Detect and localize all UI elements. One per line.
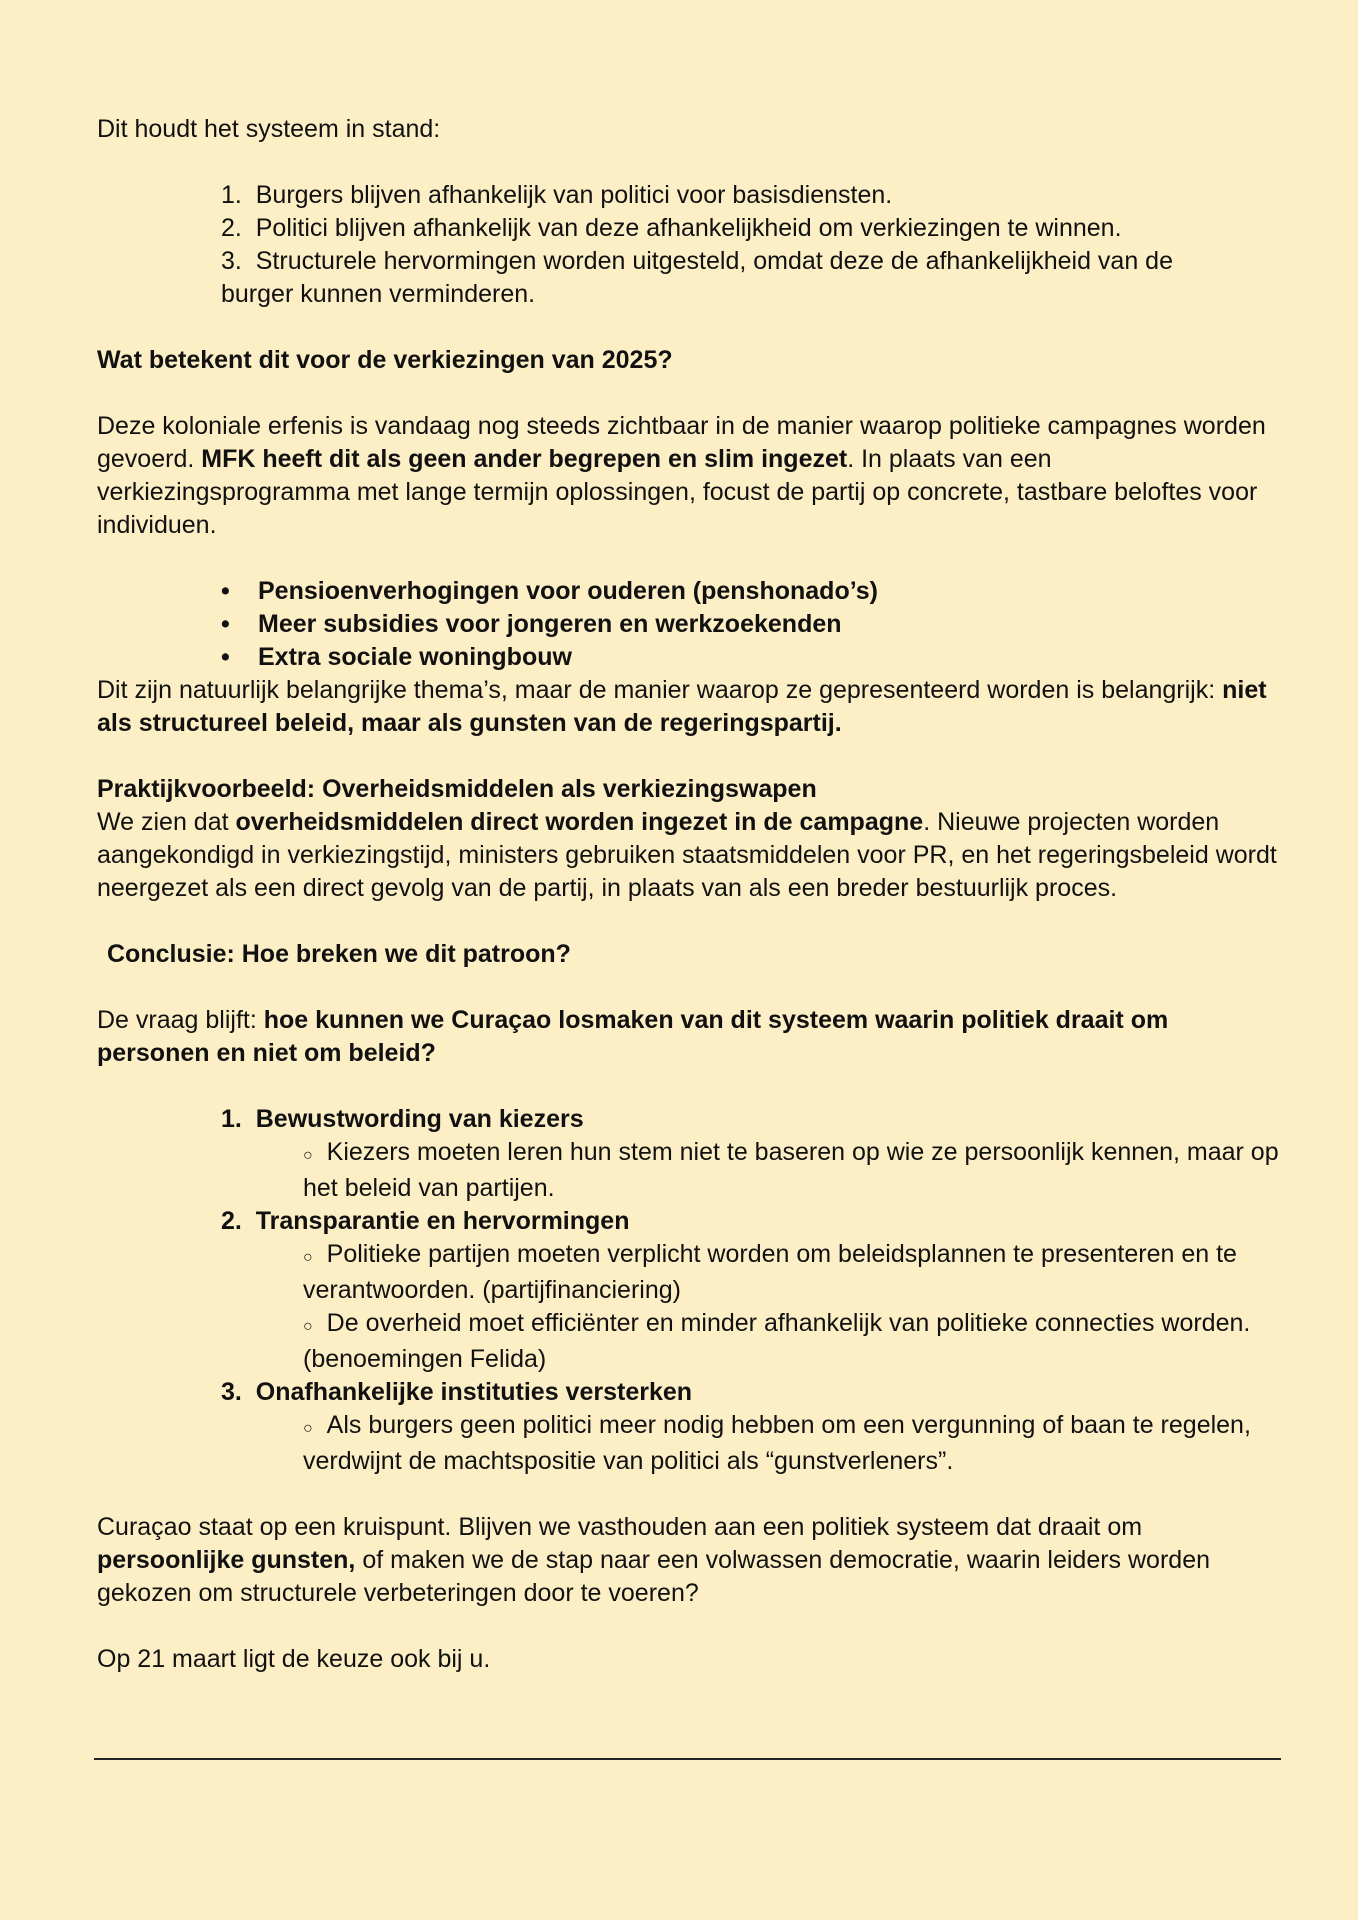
numbered-list-1 — [97, 179, 1358, 311]
bullet-icon: • — [221, 577, 230, 605]
sub-item: ○ Kiezers moeten leren hun stem niet te baseren op wie ze persoonlijk kennen, maar op het beleid van partijen. — [303, 1138, 1279, 1202]
sub-item: ○ Als burgers geen politici meer nodig hebben om een vergunning of baan te regelen, verdwijnt de machtspositie van politici als “gunstverleners”. — [303, 1411, 1251, 1475]
list-item: 2. Transparantie en hervormingen ○ Politieke partijen moeten verplicht worden om beleidsplannen te presenteren en te verantwoorden. (partijfinanciering) ○ De overheid moet efficiënter en minder afhankelijk van politieke connecties worden. (benoemingen Felida) — [221, 1205, 1358, 1376]
section-heading: Conclusie: Hoe breken we dit patroon? — [107, 940, 571, 968]
circle-bullet-icon: ○ — [303, 1147, 313, 1164]
section-heading: Praktijkvoorbeeld: Overheidsmiddelen als verkiezingswapen — [97, 775, 817, 803]
numbered-list-2 — [97, 1103, 1358, 1478]
circle-bullet-icon: ○ — [303, 1420, 313, 1437]
list-item: 1. Burgers blijven afhankelijk van politici voor basisdiensten. — [221, 181, 893, 209]
intro-text: Dit houdt het systeem in stand: — [97, 115, 441, 143]
paragraph: Dit zijn natuurlijk belangrijke thema’s, maar de manier waarop ze gepresenteerd worden is belangrijk: niet als structureel beleid, maar als gunsten van de regeringspartij. — [97, 676, 1267, 737]
circle-bullet-icon: ○ — [303, 1249, 313, 1266]
paragraph: We zien dat overheidsmiddelen direct worden ingezet in de campagne. Nieuwe projecten worden aangekondigd in verkiezingstijd, ministers gebruiken staatsmiddelen voor PR, en het regeringsbeleid wordt neergezet als een direct gevolg van de partij, in plaats van als een breder bestuurlijk proces. — [97, 808, 1277, 902]
list-item: • Meer subsidies voor jongeren en werkzoekenden — [97, 608, 1358, 641]
paragraph: Deze koloniale erfenis is vandaag nog steeds zichtbaar in de manier waarop politieke campagnes worden gevoerd. MFK heeft dit als geen ander begrepen en slim ingezet. In plaats van een verkiezingsprogramma met lange termijn oplossingen, focust de partij op concrete, tastbare beloftes voor individuen. — [97, 412, 1266, 539]
list-item-continuation: burger kunnen verminderen. — [221, 280, 536, 308]
circle-bullet-icon: ○ — [303, 1318, 313, 1335]
paragraph: De vraag blijft: hoe kunnen we Curaçao losmaken van dit systeem waarin politiek draait om personen en niet om beleid? — [97, 1006, 1169, 1067]
closing-line: Op 21 maart ligt de keuze ook bij u. — [97, 1645, 491, 1673]
sub-item: ○ De overheid moet efficiënter en minder afhankelijk van politieke connecties worden. (benoemingen Felida) — [303, 1309, 1251, 1373]
list-item: 3. Onafhankelijke instituties versterken ○ Als burgers geen politici meer nodig hebben om een vergunning of baan te regelen, verdwijnt de machtspositie van politici als “gunstverleners”. — [221, 1376, 1358, 1478]
section-heading: Wat betekent dit voor de verkiezingen van 2025? — [97, 346, 673, 374]
list-item: 3. Structurele hervormingen worden uitgesteld, omdat deze de afhankelijkheid van de — [221, 247, 1173, 275]
list-item: • Pensioenverhogingen voor ouderen (penshonado’s) — [97, 575, 1358, 608]
paragraph: Curaçao staat op een kruispunt. Blijven we vasthouden aan een politiek systeem dat draait om persoonlijke gunsten, of maken we de stap naar een volwassen democratie, waarin leiders worden gekozen om structurele verbeteringen door te voeren? — [97, 1513, 1211, 1607]
bullet-icon: • — [221, 610, 230, 638]
list-item: 1. Bewustwording van kiezers ○ Kiezers moeten leren hun stem niet te baseren op wie ze persoonlijk kennen, maar op het beleid van partijen. — [221, 1103, 1358, 1205]
horizontal-rule — [94, 1758, 1281, 1760]
list-item: • Extra sociale woningbouw — [97, 641, 1358, 674]
bullet-list — [97, 575, 1358, 674]
list-item: 2. Politici blijven afhankelijk van deze afhankelijkheid om verkiezingen te winnen. — [221, 214, 1122, 242]
bullet-icon: • — [221, 643, 230, 671]
sub-item: ○ Politieke partijen moeten verplicht worden om beleidsplannen te presenteren en te verantwoorden. (partijfinanciering) — [303, 1240, 1237, 1304]
